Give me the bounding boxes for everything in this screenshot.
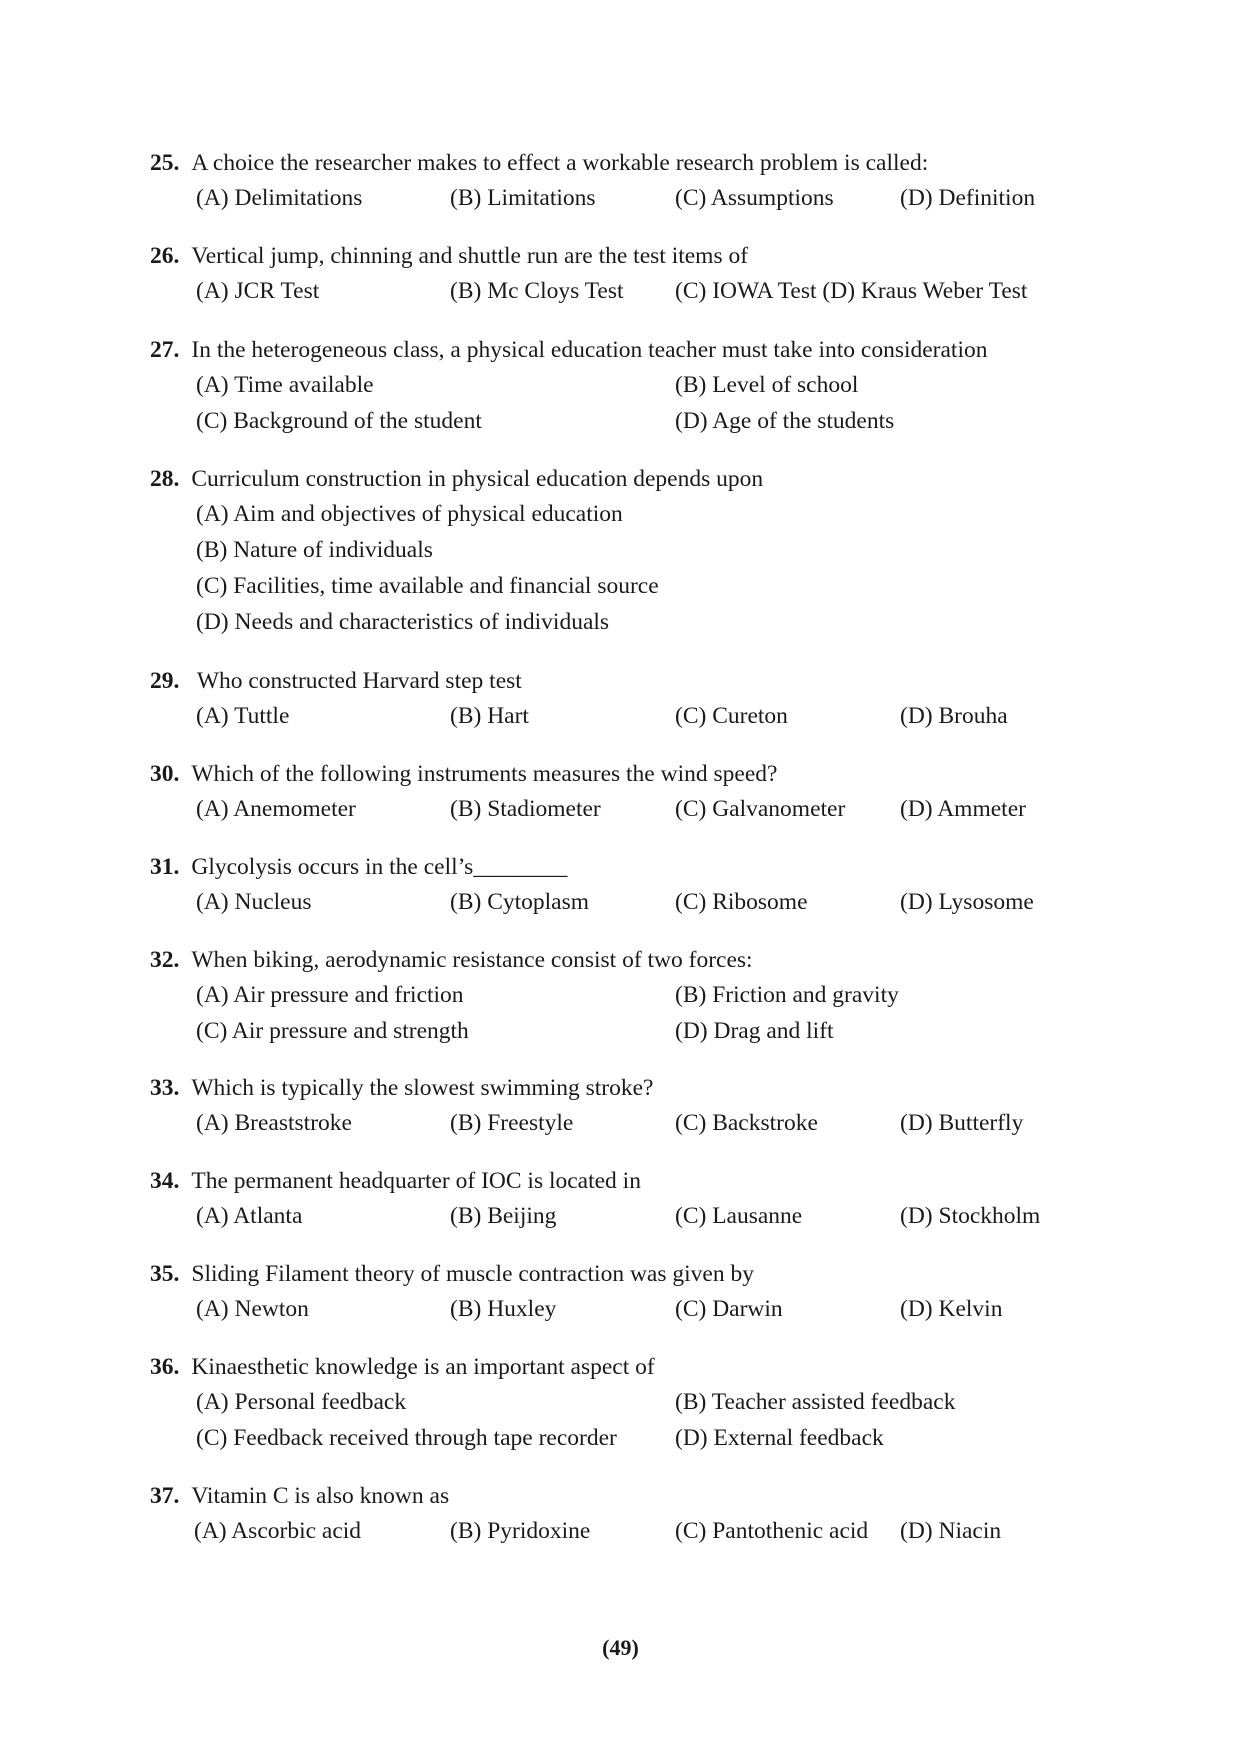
option-b: (B) Mc Cloys Test [450,278,624,304]
option-c: (C) Air pressure and strength [196,1018,469,1044]
option-c: (C) Ribosome [675,889,808,915]
question-number: 34. [150,1168,180,1194]
question-text: Vitamin C is also known as [191,1483,450,1509]
option-d: (D) Age of the students [675,408,895,434]
question-text: The permanent headquarter of IOC is located in [191,1168,641,1194]
question-text: Sliding Filament theory of muscle contraction was given by [191,1261,754,1287]
option-a: (A) Air pressure and friction [196,982,464,1008]
option-b: (B) Freestyle [450,1110,574,1136]
option-d: (D) Definition [900,185,1036,211]
question-text: Glycolysis occurs in the cell’s________ [191,854,568,880]
question-number: 29. [150,668,180,694]
question-number: 35. [150,1261,180,1287]
option-a: (A) Atlanta [196,1203,303,1229]
question-text: A choice the researcher makes to effect a workable research problem is called: [191,150,929,176]
option-a: (A) Newton [196,1296,309,1322]
option-b: (B) Limitations [450,185,596,211]
option-b: (B) Pyridoxine [450,1518,591,1544]
question-number: 26. [150,243,180,269]
option-b: (B) Huxley [450,1296,557,1322]
question-text: Curriculum construction in physical education depends upon [191,466,764,492]
option-d: (D) Needs and characteristics of individuals [196,609,610,635]
option-a: (A) Nucleus [196,889,312,915]
option-c: (C) Facilities, time available and financial source [196,573,659,599]
option-d: (D) Lysosome [900,889,1034,915]
option-c: (C) Cureton [675,703,788,729]
option-d: (D) Drag and lift [675,1018,834,1044]
question-number: 28. [150,466,180,492]
option-d: (D) Niacin [900,1518,1002,1544]
option-a: (A) Breaststroke [196,1110,352,1136]
question-number: 31. [150,854,180,880]
option-a: (A) JCR Test [196,278,320,304]
option-a: (A) Aim and objectives of physical education [196,501,623,527]
option-d: (D) Brouha [900,703,1008,729]
option-a: (A) Ascorbic acid [194,1518,362,1544]
question-number: 27. [150,337,180,363]
option-b: (B) Teacher assisted feedback [675,1389,956,1415]
option-c: (C) Galvanometer [675,796,846,822]
option-d: (D) External feedback [675,1425,884,1451]
option-d: (D) Butterfly [900,1110,1024,1136]
option-c: (C) Feedback received through tape recorder [196,1425,617,1451]
option-c-d: (C) IOWA Test (D) Kraus Weber Test [675,278,1028,304]
question-text: Who constructed Harvard step test [191,668,522,694]
option-d: (D) Kelvin [900,1296,1003,1322]
option-b: (B) Level of school [675,372,859,398]
question-number: 25. [150,150,180,176]
option-b: (B) Nature of individuals [196,537,433,563]
option-c: (C) Pantothenic acid [675,1518,869,1544]
question-number: 30. [150,761,180,787]
page-number: (49) [602,1635,639,1660]
question-text: Vertical jump, chinning and shuttle run are the test items of [191,243,749,269]
option-a: (A) Anemometer [196,796,356,822]
option-b: (B) Beijing [450,1203,557,1229]
option-d: (D) Stockholm [900,1203,1041,1229]
option-b: (B) Friction and gravity [675,982,899,1008]
option-a: (A) Personal feedback [196,1389,407,1415]
option-c: (C) Background of the student [196,408,482,434]
question-text: Kinaesthetic knowledge is an important aspect of [191,1354,655,1380]
question-number: 37. [150,1483,180,1509]
question-text: When biking, aerodynamic resistance consist of two forces: [191,947,753,973]
option-b: (B) Stadiometer [450,796,601,822]
option-a: (A) Delimitations [196,185,363,211]
option-b: (B) Cytoplasm [450,889,590,915]
option-d: (D) Ammeter [900,796,1026,822]
question-text: In the heterogeneous class, a physical education teacher must take into consideration [191,337,988,363]
option-c: (C) Darwin [675,1296,783,1322]
question-number: 32. [150,947,180,973]
option-c: (C) Lausanne [675,1203,803,1229]
option-b: (B) Hart [450,703,529,729]
question-number: 36. [150,1354,180,1380]
question-number: 33. [150,1075,180,1101]
question-text: Which is typically the slowest swimming stroke? [191,1075,654,1101]
question-text: Which of the following instruments measures the wind speed? [191,761,778,787]
option-c: (C) Assumptions [675,185,834,211]
option-a: (A) Tuttle [196,703,290,729]
option-c: (C) Backstroke [675,1110,818,1136]
option-a: (A) Time available [196,372,374,398]
